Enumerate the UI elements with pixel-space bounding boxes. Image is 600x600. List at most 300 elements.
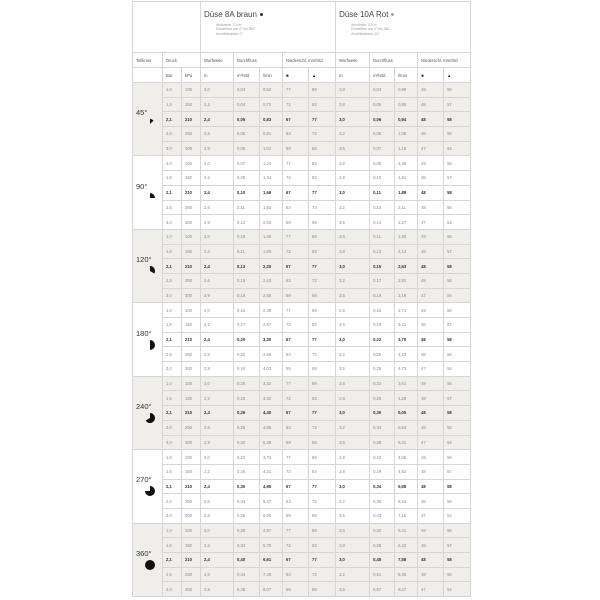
precip-square-10a: 48 <box>418 112 444 127</box>
flow-m3-10a: 0,10 <box>370 171 395 186</box>
table-row <box>133 376 471 391</box>
throw-10a: 3,0 <box>336 259 370 274</box>
precip-square-8a: 63 <box>283 347 309 362</box>
throw-10a: 3,0 <box>336 406 370 421</box>
precip-square-8a: 63 <box>283 494 309 509</box>
flow-m3-8a: 0,29 <box>234 420 260 435</box>
precip-square-8a: 67 <box>283 332 309 347</box>
flow-m3-8a: 0,22 <box>234 450 260 465</box>
pressure-bar: 3,0 <box>163 362 182 377</box>
col-durchfluss: Durchfluss <box>234 53 283 68</box>
throw-8a: 2,0 <box>201 450 234 465</box>
throw-10a: 2,8 <box>336 156 370 171</box>
pressure-kpa: 150 <box>182 391 201 406</box>
table-row <box>133 435 471 450</box>
precip-square-10a: 48 <box>418 479 444 494</box>
precip-square-8a: 77 <box>283 450 309 465</box>
sector-270-icon <box>144 485 156 497</box>
precip-triangle-8a: 68 <box>309 215 336 230</box>
precip-triangle-8a: 89 <box>309 156 336 171</box>
pressure-bar: 3,0 <box>163 582 182 597</box>
flow-m3-8a: 0,26 <box>234 406 260 421</box>
flow-lmin-8a: 2,87 <box>260 318 283 333</box>
precip-triangle-8a: 83 <box>309 244 336 259</box>
pressure-kpa: 250 <box>182 347 201 362</box>
precip-square-10a: 48 <box>418 97 444 112</box>
flow-lmin-8a: 7,29 <box>260 567 283 582</box>
precip-triangle-8a: 68 <box>309 362 336 377</box>
flow-lmin-8a: 4,95 <box>260 479 283 494</box>
pressure-kpa: 250 <box>182 273 201 288</box>
flow-m3-10a: 0,34 <box>370 479 395 494</box>
table-row <box>133 215 471 230</box>
precip-square-8a: 63 <box>283 273 309 288</box>
throw-8a: 2,6 <box>201 127 234 142</box>
throw-8a: 2,4 <box>201 332 234 347</box>
precip-triangle-10a: 54 <box>444 435 471 450</box>
flow-m3-8a: 0,06 <box>234 141 260 156</box>
flow-lmin-8a: 1,24 <box>260 156 283 171</box>
throw-8a: 2,6 <box>201 494 234 509</box>
flow-lmin-8a: 4,40 <box>260 406 283 421</box>
throw-8a: 2,9 <box>201 362 234 377</box>
flow-lmin-10a: 6,34 <box>395 494 418 509</box>
precip-square-10a: 47 <box>418 362 444 377</box>
throw-8a: 2,9 <box>201 288 234 303</box>
pressure-kpa: 210 <box>182 185 201 200</box>
precip-square-10a: 48 <box>418 567 444 582</box>
precip-triangle-10a: 57 <box>444 391 471 406</box>
flow-m3-8a: 0,05 <box>234 112 260 127</box>
flow-lmin-8a: 3,73 <box>260 450 283 465</box>
precip-triangle-8a: 89 <box>309 303 336 318</box>
throw-10a: 3,5 <box>336 362 370 377</box>
precip-triangle-8a: 89 <box>309 376 336 391</box>
pressure-kpa: 100 <box>182 156 201 171</box>
flow-lmin-8a: 3,83 <box>260 391 283 406</box>
throw-10a: 3,5 <box>336 582 370 597</box>
flow-lmin-10a: 7,10 <box>395 508 418 523</box>
throw-10a: 2,8 <box>336 450 370 465</box>
pressure-kpa: 210 <box>182 112 201 127</box>
flow-lmin-10a: 6,31 <box>395 435 418 450</box>
flow-m3-8a: 0,30 <box>234 523 260 538</box>
table-row <box>133 347 471 362</box>
throw-10a: 3,2 <box>336 200 370 215</box>
pressure-bar: 2,1 <box>163 406 182 421</box>
table-row <box>133 200 471 215</box>
throw-10a: 2,8 <box>336 538 370 553</box>
pressure-bar: 3,0 <box>163 141 182 156</box>
precip-square-8a: 59 <box>283 141 309 156</box>
flow-m3-8a: 0,05 <box>234 127 260 142</box>
flow-m3-10a: 0,22 <box>370 376 395 391</box>
flow-lmin-10a: 4,73 <box>395 362 418 377</box>
throw-8a: 2,4 <box>201 406 234 421</box>
precip-triangle-10a: 56 <box>444 229 471 244</box>
precip-triangle-8a: 83 <box>309 391 336 406</box>
unit-lmin: l/min <box>395 68 418 83</box>
precip-square-8a: 77 <box>283 376 309 391</box>
throw-10a: 2,8 <box>336 464 370 479</box>
table-row <box>133 464 471 479</box>
pressure-kpa: 100 <box>182 376 201 391</box>
table-row <box>133 420 471 435</box>
precip-square-10a: 48 <box>418 538 444 553</box>
precip-triangle-10a: 56 <box>444 494 471 509</box>
flow-lmin-8a: 1,83 <box>260 200 283 215</box>
throw-8a: 2,6 <box>201 200 234 215</box>
flow-m3-10a: 0,11 <box>370 229 395 244</box>
table-row <box>133 83 471 98</box>
precip-triangle-8a: 73 <box>309 127 336 142</box>
flow-lmin-8a: 6,05 <box>260 508 283 523</box>
flow-m3-10a: 0,29 <box>370 464 395 479</box>
precip-square-10a: 49 <box>418 376 444 391</box>
table-row <box>133 332 471 347</box>
throw-10a: 2,8 <box>336 391 370 406</box>
flow-m3-8a: 0,08 <box>234 171 260 186</box>
col-wurfweite: Wurfweite <box>336 53 370 68</box>
throw-8a: 2,0 <box>201 523 234 538</box>
precip-square-8a: 72 <box>283 538 309 553</box>
flow-m3-8a: 0,11 <box>234 200 260 215</box>
precip-triangle-10a: 57 <box>444 464 471 479</box>
pressure-kpa: 100 <box>182 83 201 98</box>
precip-square-8a: 63 <box>283 567 309 582</box>
throw-8a: 2,6 <box>201 567 234 582</box>
flow-lmin-8a: 0,72 <box>260 97 283 112</box>
throw-8a: 2,0 <box>201 156 234 171</box>
throw-8a: 2,9 <box>201 508 234 523</box>
table-row <box>133 523 471 538</box>
precip-triangle-8a: 83 <box>309 171 336 186</box>
flow-m3-10a: 0,25 <box>370 347 395 362</box>
precip-square-10a: 48 <box>418 553 444 568</box>
flow-m3-8a: 0,16 <box>234 288 260 303</box>
sector-180-icon <box>144 339 156 351</box>
table-row <box>133 112 471 127</box>
flow-lmin-10a: 5,05 <box>395 406 418 421</box>
pressure-kpa: 150 <box>182 97 201 112</box>
throw-10a: 3,5 <box>336 141 370 156</box>
precip-square-8a: 72 <box>283 171 309 186</box>
flow-lmin-10a: 1,88 <box>395 185 418 200</box>
table-row <box>133 259 471 274</box>
flow-lmin-8a: 8,07 <box>260 582 283 597</box>
throw-10a: 2,8 <box>336 83 370 98</box>
throw-10a: 2,8 <box>336 97 370 112</box>
throw-10a: 2,8 <box>336 523 370 538</box>
precip-triangle-10a: 57 <box>444 538 471 553</box>
pressure-bar: 3,0 <box>163 215 182 230</box>
table-row <box>133 450 471 465</box>
flow-m3-10a: 0,38 <box>370 494 395 509</box>
pressure-bar: 3,0 <box>163 435 182 450</box>
sector-120-icon <box>144 265 156 277</box>
precip-triangle-10a: 58 <box>444 332 471 347</box>
precip-square-8a: 77 <box>283 156 309 171</box>
pressure-bar: 2,5 <box>163 567 182 582</box>
info-line: Einstellbar von 0° bis 360 <box>351 27 390 32</box>
precip-square-10a: 49 <box>418 523 444 538</box>
throw-10a: 2,8 <box>336 318 370 333</box>
sector-240-icon <box>144 412 156 424</box>
throw-10a: 3,5 <box>336 435 370 450</box>
precip-triangle-8a: 68 <box>309 435 336 450</box>
sector-angle: 180° <box>136 328 152 338</box>
pressure-bar: 2,1 <box>163 553 182 568</box>
precip-square-8a: 67 <box>283 112 309 127</box>
throw-8a: 2,6 <box>201 347 234 362</box>
pressure-kpa: 210 <box>182 259 201 274</box>
sector-90-icon <box>144 192 156 204</box>
flow-lmin-10a: 4,23 <box>395 347 418 362</box>
triangle-icon: ▲ <box>444 68 471 83</box>
precip-triangle-10a: 58 <box>444 406 471 421</box>
table-row <box>133 553 471 568</box>
table-row <box>133 362 471 377</box>
empty-corner <box>133 2 201 53</box>
throw-8a: 2,2 <box>201 97 234 112</box>
flow-m3-10a: 0,45 <box>370 553 395 568</box>
pressure-bar: 2,5 <box>163 127 182 142</box>
pressure-kpa: 250 <box>182 494 201 509</box>
flow-lmin-8a: 1,01 <box>260 141 283 156</box>
pressure-kpa: 100 <box>182 303 201 318</box>
precip-square-8a: 67 <box>283 259 309 274</box>
precip-triangle-10a: 54 <box>444 288 471 303</box>
flow-lmin-8a: 1,66 <box>260 229 283 244</box>
flow-lmin-10a: 3,16 <box>395 288 418 303</box>
unit-m3: m³/Std <box>370 68 395 83</box>
table-row <box>133 479 471 494</box>
flow-m3-10a: 0,17 <box>370 273 395 288</box>
precip-square-10a: 48 <box>418 420 444 435</box>
precip-square-8a: 77 <box>283 303 309 318</box>
nozzle-title: Düse 10A Rot <box>339 10 389 19</box>
flow-lmin-8a: 0,83 <box>260 112 283 127</box>
pressure-bar: 3,0 <box>163 508 182 523</box>
info-line: Einstellbar von 0° bis 360° <box>216 27 256 32</box>
precip-square-10a: 48 <box>418 171 444 186</box>
flow-m3-10a: 0,22 <box>370 332 395 347</box>
flow-lmin-8a: 5,47 <box>260 494 283 509</box>
table-row <box>133 273 471 288</box>
color-dot-icon <box>391 13 394 16</box>
precip-square-10a: 47 <box>418 215 444 230</box>
flow-lmin-10a: 3,70 <box>395 332 418 347</box>
throw-8a: 2,0 <box>201 229 234 244</box>
flow-lmin-8a: 2,68 <box>260 288 283 303</box>
pressure-bar: 2,5 <box>163 494 182 509</box>
flow-lmin-10a: 9,47 <box>395 582 418 597</box>
table-row <box>133 97 471 112</box>
precip-triangle-8a: 77 <box>309 259 336 274</box>
throw-8a: 2,9 <box>201 141 234 156</box>
pressure-bar: 1,5 <box>163 318 182 333</box>
precip-triangle-8a: 73 <box>309 420 336 435</box>
flow-lmin-10a: 1,36 <box>395 156 418 171</box>
precip-triangle-8a: 77 <box>309 112 336 127</box>
table-row <box>133 391 471 406</box>
precip-triangle-10a: 54 <box>444 582 471 597</box>
flow-lmin-10a: 3,61 <box>395 376 418 391</box>
precip-triangle-8a: 73 <box>309 273 336 288</box>
square-icon: ■ <box>418 68 444 83</box>
pressure-bar: 1,5 <box>163 244 182 259</box>
precip-square-10a: 47 <box>418 582 444 597</box>
flow-lmin-8a: 1,44 <box>260 171 283 186</box>
throw-10a: 2,8 <box>336 376 370 391</box>
info-line: Austrittswinkel: 0° <box>216 31 243 36</box>
pressure-kpa: 100 <box>182 523 201 538</box>
precip-triangle-8a: 83 <box>309 538 336 553</box>
table-row <box>133 171 471 186</box>
flow-m3-8a: 0,24 <box>234 362 260 377</box>
throw-10a: 3,0 <box>336 332 370 347</box>
sector-angle: 120° <box>136 255 152 265</box>
pressure-kpa: 150 <box>182 464 201 479</box>
throw-8a: 2,6 <box>201 420 234 435</box>
pressure-bar: 2,1 <box>163 185 182 200</box>
flow-m3-8a: 0,15 <box>234 303 260 318</box>
nozzle-10a-header <box>336 2 471 53</box>
sector-cell <box>133 83 163 156</box>
flow-m3-8a: 0,20 <box>234 332 260 347</box>
flow-m3-10a: 0,32 <box>370 523 395 538</box>
precip-triangle-8a: 83 <box>309 318 336 333</box>
flow-lmin-8a: 2,49 <box>260 303 283 318</box>
pressure-bar: 1,0 <box>163 229 182 244</box>
pressure-kpa: 210 <box>182 479 201 494</box>
sector-cell <box>133 523 163 596</box>
throw-10a: 3,5 <box>336 508 370 523</box>
flow-lmin-8a: 6,61 <box>260 553 283 568</box>
throw-8a: 2,2 <box>201 171 234 186</box>
throw-8a: 2,9 <box>201 215 234 230</box>
throw-8a: 2,4 <box>201 112 234 127</box>
precip-triangle-8a: 77 <box>309 332 336 347</box>
flow-lmin-10a: 1,16 <box>395 141 418 156</box>
precip-square-8a: 72 <box>283 464 309 479</box>
precip-triangle-10a: 56 <box>444 303 471 318</box>
flow-m3-10a: 0,38 <box>370 435 395 450</box>
flow-m3-10a: 0,15 <box>370 259 395 274</box>
col-druck: Druck <box>163 53 201 68</box>
flow-lmin-8a: 2,20 <box>260 259 283 274</box>
pressure-bar: 1,0 <box>163 523 182 538</box>
precip-square-8a: 72 <box>283 97 309 112</box>
pressure-kpa: 250 <box>182 127 201 142</box>
flow-m3-10a: 0,05 <box>370 97 395 112</box>
nozzle-table <box>132 1 471 597</box>
precip-square-10a: 47 <box>418 141 444 156</box>
unit-lmin: l/min <box>260 68 283 83</box>
flow-m3-8a: 0,10 <box>234 185 260 200</box>
precip-square-10a: 48 <box>418 127 444 142</box>
flow-lmin-10a: 5,41 <box>395 523 418 538</box>
sector-cell <box>133 376 163 449</box>
col-durchfluss: Durchfluss <box>370 53 418 68</box>
precip-triangle-10a: 56 <box>444 523 471 538</box>
precip-square-10a: 48 <box>418 464 444 479</box>
flow-m3-10a: 0,19 <box>370 318 395 333</box>
flow-m3-8a: 0,13 <box>234 259 260 274</box>
pressure-bar: 1,5 <box>163 538 182 553</box>
throw-8a: 2,4 <box>201 553 234 568</box>
pressure-kpa: 100 <box>182 450 201 465</box>
precip-triangle-10a: 57 <box>444 171 471 186</box>
precip-triangle-8a: 73 <box>309 494 336 509</box>
flow-m3-8a: 0,07 <box>234 156 260 171</box>
sector-angle: 360° <box>136 548 152 558</box>
pressure-kpa: 300 <box>182 288 201 303</box>
precip-triangle-10a: 57 <box>444 97 471 112</box>
flow-m3-10a: 0,06 <box>370 127 395 142</box>
table-row <box>133 141 471 156</box>
precip-square-8a: 72 <box>283 318 309 333</box>
precip-triangle-10a: 54 <box>444 508 471 523</box>
flow-m3-10a: 0,06 <box>370 112 395 127</box>
unit-m3: m³/Std <box>234 68 260 83</box>
throw-10a: 3,0 <box>336 112 370 127</box>
throw-10a: 3,5 <box>336 215 370 230</box>
table-row <box>133 229 471 244</box>
precip-triangle-10a: 56 <box>444 450 471 465</box>
pressure-bar: 2,1 <box>163 332 182 347</box>
flow-m3-10a: 0,28 <box>370 362 395 377</box>
flow-lmin-8a: 1,93 <box>260 244 283 259</box>
precip-triangle-8a: 89 <box>309 229 336 244</box>
flow-lmin-10a: 2,11 <box>395 200 418 215</box>
precip-square-10a: 48 <box>418 494 444 509</box>
sector-360-icon <box>144 559 156 571</box>
precip-triangle-8a: 89 <box>309 83 336 98</box>
precip-square-8a: 59 <box>283 288 309 303</box>
precip-triangle-8a: 73 <box>309 567 336 582</box>
precip-triangle-10a: 58 <box>444 553 471 568</box>
precip-triangle-10a: 56 <box>444 273 471 288</box>
precip-triangle-8a: 68 <box>309 141 336 156</box>
flow-m3-10a: 0,43 <box>370 508 395 523</box>
precip-square-10a: 48 <box>418 347 444 362</box>
flow-lmin-10a: 2,82 <box>395 273 418 288</box>
pressure-kpa: 100 <box>182 229 201 244</box>
flow-m3-8a: 0,15 <box>234 273 260 288</box>
flow-lmin-8a: 5,75 <box>260 538 283 553</box>
throw-10a: 3,0 <box>336 479 370 494</box>
throw-8a: 2,0 <box>201 376 234 391</box>
pressure-bar: 2,1 <box>163 259 182 274</box>
flow-lmin-10a: 3,21 <box>395 318 418 333</box>
precip-square-10a: 49 <box>418 303 444 318</box>
pressure-bar: 2,5 <box>163 347 182 362</box>
info-line: Austrittswinkel: 10° <box>351 31 380 36</box>
pressure-bar: 2,5 <box>163 273 182 288</box>
flow-m3-8a: 0,17 <box>234 318 260 333</box>
flow-m3-8a: 0,34 <box>234 538 260 553</box>
precip-square-8a: 77 <box>283 229 309 244</box>
throw-8a: 2,2 <box>201 391 234 406</box>
table-row <box>133 244 471 259</box>
info-line: Wurfweite: 3,0 m <box>351 23 377 27</box>
table-row <box>133 318 471 333</box>
flow-lmin-8a: 2,02 <box>260 215 283 230</box>
precip-square-10a: 47 <box>418 508 444 523</box>
flow-lmin-8a: 3,32 <box>260 376 283 391</box>
flow-lmin-10a: 0,80 <box>395 97 418 112</box>
